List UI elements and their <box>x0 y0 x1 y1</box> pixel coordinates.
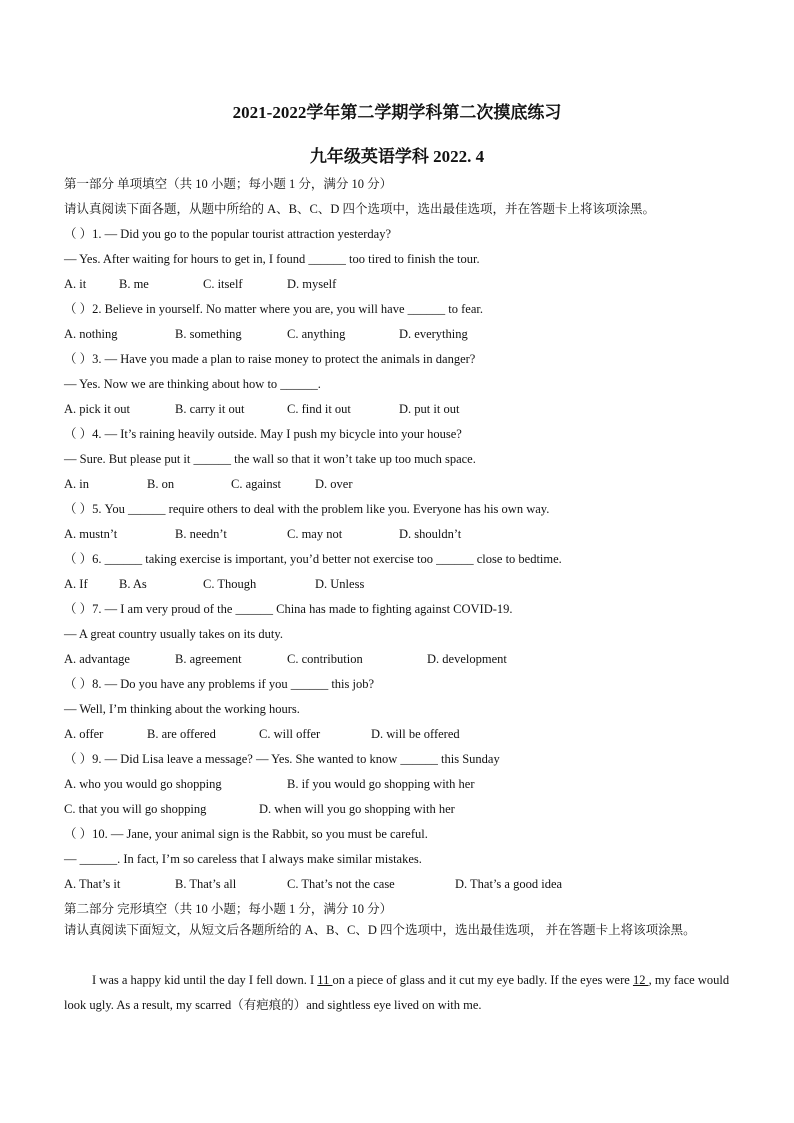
q8-stem: （ ）8. — Do you have any problems if you ______ this job? <box>64 677 375 691</box>
q5-stem: （ ）5. You ______ require others to deal with the problem like you. Everyone has his own way. <box>64 502 550 516</box>
exam-subtitle: 九年级英语学科 2022. 4 <box>309 147 485 166</box>
q7-stem: （ ）7. — I am very proud of the ______ China has made to fighting against COVID-19. <box>64 602 513 616</box>
q1-option-a: A. it <box>64 277 87 291</box>
q5-option-b: B. needn’t <box>175 527 227 541</box>
passage-text: I was a happy kid until the day I fell down. I <box>92 973 315 987</box>
part2-instruction: 请认真阅读下面短文，从短文后各题所给的 A、B、C、D 四个选项中，选出最佳选项， 并在答题卡上将该项涂黑。 <box>64 923 696 937</box>
blank-12: 12 <box>632 973 649 987</box>
q8-stem2: — Well, I’m thinking about the working hours. <box>64 702 300 716</box>
q9-option-c: C. that you will go shopping <box>64 802 207 816</box>
q2-option-a: A. nothing <box>64 327 118 341</box>
part2-heading: 第二部分 完形填空（共 10 小题；每小题 1 分，满分 10 分） <box>64 902 393 916</box>
q4-option-d: D. over <box>315 477 353 491</box>
part1-heading: 第一部分 单项填空（共 10 小题；每小题 1 分，满分 10 分） <box>64 177 393 191</box>
q2-stem: （ ）2. Believe in yourself. No matter where you are, you will have ______ to fear. <box>64 302 483 316</box>
q9-stem: （ ）9. — Did Lisa leave a message? — Yes. She wanted to know ______ this Sunday <box>64 752 500 766</box>
q7-option-a: A. advantage <box>64 652 130 666</box>
q4-option-b: B. on <box>147 477 175 491</box>
q7-option-c: C. contribution <box>287 652 363 666</box>
q3-option-b: B. carry it out <box>175 402 245 416</box>
q3-stem2: — Yes. Now we are thinking about how to ______. <box>64 377 321 391</box>
q2-option-b: B. something <box>175 327 242 341</box>
q4-stem2: — Sure. But please put it ______ the wall so that it won’t take up too much space. <box>64 452 476 466</box>
exam-title: 2021-2022学年第二学期学科第二次摸底练习 <box>232 103 562 122</box>
q1-option-b: B. me <box>119 277 149 291</box>
q10-stem: （ ）10. — Jane, your animal sign is the Rabbit, so you must be careful. <box>64 827 428 841</box>
q1-stem: （ ）1. — Did you go to the popular tourist attraction yesterday? <box>64 227 392 241</box>
q1-option-d: D. myself <box>287 277 337 291</box>
q9-option-a: A. who you would go shopping <box>64 777 222 791</box>
q5-option-c: C. may not <box>287 527 343 541</box>
q5-option-d: D. shouldn’t <box>399 527 462 541</box>
q6-option-d: D. Unless <box>315 577 365 591</box>
passage-text: on a piece of glass and it cut my eye badly. If the eyes were <box>332 973 630 987</box>
q3-option-a: A. pick it out <box>64 402 130 416</box>
q4-option-a: A. in <box>64 477 89 491</box>
q5-option-a: A. mustn’t <box>64 527 118 541</box>
q2-option-c: C. anything <box>287 327 346 341</box>
q7-stem2: — A great country usually takes on its duty. <box>64 627 283 641</box>
q1-stem2: — Yes. After waiting for hours to get in, I found ______ too tired to finish the tour. <box>64 252 480 266</box>
q6-option-a: A. If <box>64 577 88 591</box>
q10-option-b: B. That’s all <box>175 877 237 891</box>
q3-stem: （ ）3. — Have you made a plan to raise money to protect the animals in danger? <box>64 352 476 366</box>
q8-option-b: B. are offered <box>147 727 216 741</box>
part1-instruction: 请认真阅读下面各题，从题中所给的 A、B、C、D 四个选项中，选出最佳选项，并在答题卡上将该项涂黑。 <box>64 202 655 216</box>
q6-option-c: C. Though <box>203 577 257 591</box>
blank-11: 11 <box>317 973 333 987</box>
q2-option-d: D. everything <box>399 327 468 341</box>
q3-option-c: C. find it out <box>287 402 351 416</box>
q8-option-a: A. offer <box>64 727 104 741</box>
q3-option-d: D. put it out <box>399 402 460 416</box>
q4-stem: （ ）4. — It’s raining heavily outside. May I push my bicycle into your house? <box>64 427 462 441</box>
q10-stem2: — ______. In fact, I’m so careless that I always make similar mistakes. <box>64 852 422 866</box>
q7-option-d: D. development <box>427 652 507 666</box>
q10-option-c: C. That’s not the case <box>287 877 395 891</box>
passage-text: , my face would look ugly. As a result, my scarred（有疤痕的）and sightless eye lived on with me. <box>64 973 730 1012</box>
q10-option-a: A. That’s it <box>64 877 121 891</box>
q6-option-b: B. As <box>119 577 147 591</box>
cloze-passage <box>64 968 732 1018</box>
q8-option-d: D. will be offered <box>371 727 460 741</box>
q4-option-c: C. against <box>231 477 281 491</box>
q9-option-d: D. when will you go shopping with her <box>259 802 455 816</box>
q9-option-b: B. if you would go shopping with her <box>287 777 475 791</box>
q6-stem: （ ）6. ______ taking exercise is important, you’d better not exercise too ______ close to bedtime. <box>64 552 562 566</box>
q10-option-d: D. That’s a good idea <box>455 877 563 891</box>
q7-option-b: B. agreement <box>175 652 242 666</box>
q1-option-c: C. itself <box>203 277 243 291</box>
q8-option-c: C. will offer <box>259 727 321 741</box>
